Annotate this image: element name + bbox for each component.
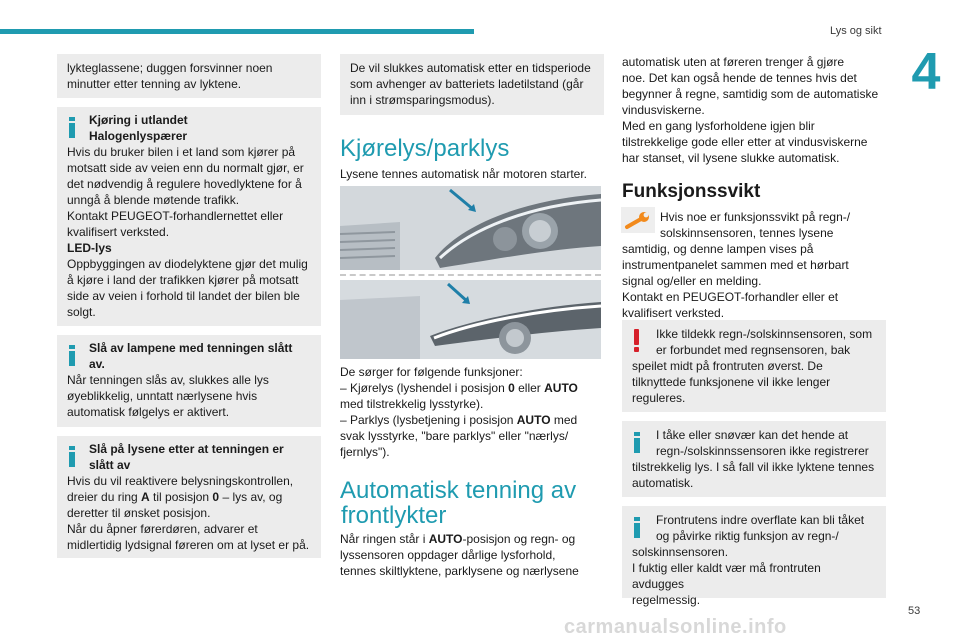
text-line: tennes skiltlyktene, parklysene og nærlysene: [340, 564, 579, 578]
text-line: regn-/solskinnssensoren ikke registrerer: [656, 444, 869, 458]
text-line: midlertidig lydsignal føreren om at lyset er på.: [67, 538, 310, 552]
intro-text: Lysene tennes automatisk når motoren starter.: [340, 167, 588, 181]
text-line: minutter etter tenning av lyktene.: [67, 77, 242, 91]
heading-daytime-lights: Kjørelys/parklys: [340, 135, 510, 162]
note-box-auto-off: [340, 54, 604, 115]
text-line: I tåke eller snøvær kan det hende at: [656, 428, 849, 442]
headlight-photo-daytime: [340, 186, 601, 270]
text-line: – Kjørelys (lyshendel i posisjon 0 eller AUTO: [340, 381, 578, 395]
text-line: De vil slukkes automatisk etter en tidsperiode: [350, 61, 591, 75]
info-icon: [633, 517, 641, 538]
text-line: Ikke tildekk regn-/solskinnsensoren, som: [656, 327, 873, 341]
text-line: inn i strømsparingsmodus).: [350, 93, 495, 107]
text-line: solgt.: [67, 305, 96, 319]
text-line: har stanset, vil lysene slukke automatisk.: [622, 151, 840, 165]
malfunction-text: [622, 209, 892, 321]
text-line: samtidig, og denne lampen vises på: [622, 242, 814, 256]
photo-divider: [340, 274, 601, 276]
info-box-driving-abroad: [57, 107, 321, 326]
info-box-lights-after-ignition: [57, 436, 321, 558]
text-line: Med en gang lysforholdene igjen blir: [622, 119, 815, 133]
text-line: og påvirke riktig funksjon av regn-/: [656, 529, 839, 543]
text-line: De sørger for følgende funksjoner:: [340, 365, 523, 379]
text-line: Frontrutens indre overflate kan bli tåket: [656, 513, 865, 527]
text-line: regelmessig.: [632, 593, 701, 607]
info-icon: [68, 446, 76, 467]
box-title: Kjøring i utlandet: [89, 113, 188, 127]
warning-icon: [634, 329, 640, 352]
text-line: er forbundet med regnsensoren, bak: [656, 343, 851, 357]
text-line: tilstrekkelige gode eller etter at vindusviskerne: [622, 135, 868, 149]
text-line: Hvis du vil reaktivere belysningskontrollen,: [67, 474, 294, 488]
note-box-condensation: [57, 54, 321, 98]
text-line: Hvis du bruker bilen i et land som kjører på: [67, 145, 296, 159]
text-line: lykteglassene; duggen forsvinner noen: [67, 61, 273, 75]
text-line: solskinnsensoren, tennes lysene: [660, 226, 834, 240]
text-line: I fuktig eller kaldt vær må frontruten avdugges: [632, 561, 821, 591]
text-line: signal og/eller en melding.: [622, 274, 762, 288]
text-line: vindusviskerne.: [622, 103, 705, 117]
text-line: unngå å blende møtende trafikk.: [67, 193, 240, 207]
box-subtitle: Halogenlyspærer: [89, 129, 188, 143]
text-line: automatisk følgelys er aktivert.: [67, 405, 230, 419]
text-line: noe. Det kan også hende de tennes hvis det: [622, 71, 857, 85]
text-line: Kontakt en PEUGEOT-forhandler eller et: [622, 290, 839, 304]
text-line: lyssensoren oppdager dårlige lysforhold,: [340, 548, 556, 562]
auto-text: [340, 531, 604, 579]
header-accent-bar: [0, 29, 474, 34]
headlight-photo-parking: [340, 280, 601, 359]
section-title: Lys og sikt: [830, 25, 882, 37]
text-line: motsatt side av veien enn du normalt gjør, er: [67, 161, 304, 175]
text-line: kvalifisert verksted.: [67, 225, 170, 239]
text-line: svak lysstyrke, "bare parklys" eller "nærlys/: [340, 429, 569, 443]
info-icon: [68, 117, 76, 138]
auto-text-continued: [622, 54, 892, 166]
text-line: å kjøre i land der trafikken kjører på motsatt: [67, 273, 299, 287]
text-line: Når ringen står i AUTO-posisjon og regn- og: [340, 532, 576, 546]
info-box-windscreen-fog: [622, 506, 886, 607]
text-line: med tilstrekkelig lysstyrke).: [340, 397, 484, 411]
warning-box-sensor: [622, 320, 886, 412]
text-line: solskinnsensoren.: [632, 545, 729, 559]
text-line: instrumentpanelet sammen med et hørbart: [622, 258, 849, 272]
info-box-lamps-off: [57, 335, 321, 427]
box-title-cont: av.: [89, 357, 105, 371]
text-line: Hvis noe er funksjonssvikt på regn-/: [660, 210, 851, 224]
text-line: dreier du ring A til posisjon 0 – lys av, og: [67, 490, 283, 504]
text-line: speilet midt på frontruten øverst. De: [632, 359, 823, 373]
chapter-number: 4: [911, 43, 941, 101]
box-title: Slå av lampene med tenningen slått: [89, 341, 293, 355]
text-line: reguleres.: [632, 391, 686, 405]
text-line: Kontakt PEUGEOT-forhandlernettet eller: [67, 209, 284, 223]
text-line: Oppbyggingen av diodelyktene gjør det mulig: [67, 257, 308, 271]
text-line: tilknyttede funksjonene vil ikke lenger: [632, 375, 831, 389]
text-line: Når tenningen slås av, slukkes alle lys: [67, 373, 269, 387]
text-line: begynner å regne, samtidig som de automatiske: [622, 87, 879, 101]
text-line: øyeblikkelig, unntatt nærlysene hvis: [67, 389, 258, 403]
page-number: 53: [908, 605, 921, 617]
text-line: fjernlys").: [340, 445, 390, 459]
text-line: side av veien i forhold til landet der bilen ble: [67, 289, 300, 303]
box-subtitle-led: LED-lys: [67, 241, 112, 255]
info-icon: [68, 345, 76, 366]
watermark: carmanualsonline.info: [564, 616, 787, 638]
text-line: deretter til ønsket posisjon.: [67, 506, 211, 520]
heading-line: Automatisk tenning av: [340, 477, 577, 504]
info-icon: [633, 432, 641, 453]
heading-malfunction: Funksjonssvikt: [622, 181, 761, 202]
text-line: automatisk.: [632, 476, 694, 490]
text-line: det nødvendig å regulere hovedlyktene for å: [67, 177, 302, 191]
text-line: tilstrekkelig lys. I så fall vil ikke lyktene tennes: [632, 460, 875, 474]
text-line: – Parklys (lysbetjening i posisjon AUTO med: [340, 413, 578, 427]
box-title-cont: slått av: [89, 458, 131, 472]
info-box-fog-snow: [622, 421, 886, 497]
functions-text: [340, 364, 604, 460]
heading-auto-headlights: [340, 478, 576, 528]
text-line: kvalifisert verksted.: [622, 306, 725, 320]
heading-line: frontlykter: [341, 502, 447, 529]
box-title: Slå på lysene etter at tenningen er: [89, 442, 284, 456]
text-line: Når du åpner førerdøren, advarer et: [67, 522, 258, 536]
text-line: automatisk uten at føreren trenger å gjøre: [622, 55, 845, 69]
text-line: som avhenger av batteriets ladetilstand (går: [350, 77, 584, 91]
